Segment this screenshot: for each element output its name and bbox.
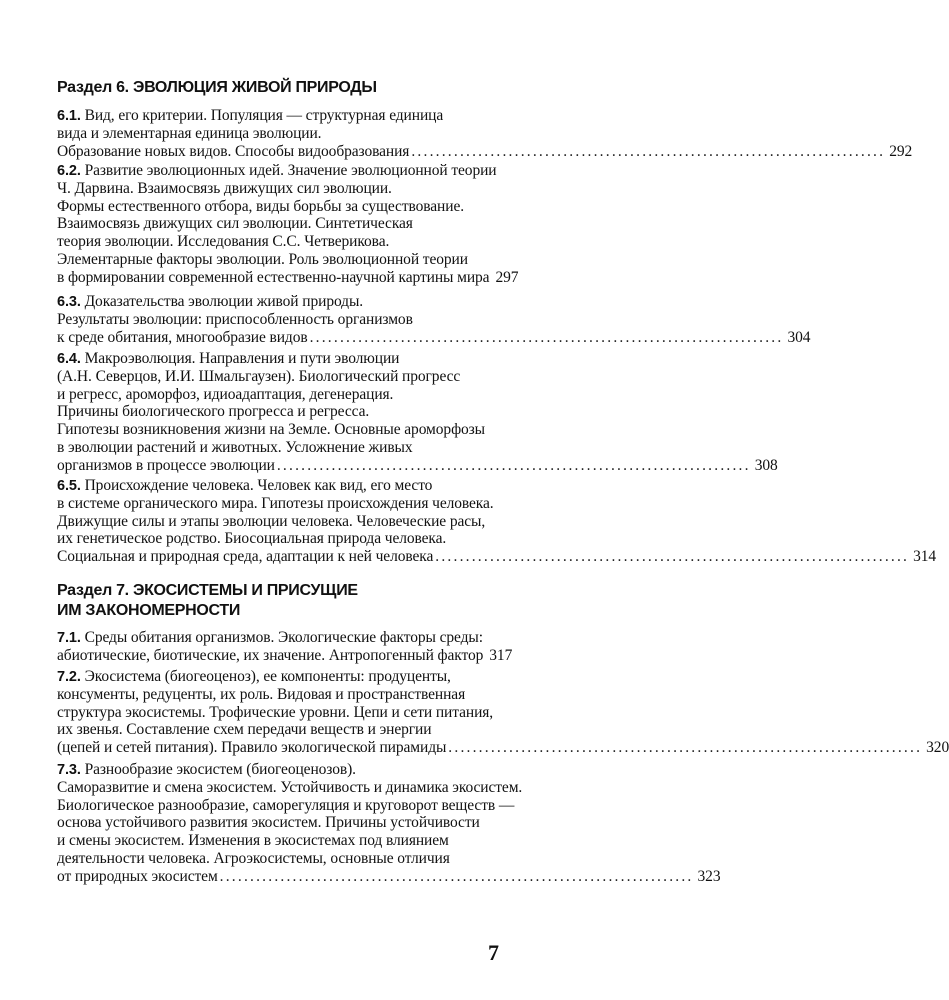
toc-entry-6-5 [57, 477, 937, 566]
page-ref: 292 [889, 142, 913, 160]
entry-line: Среды обитания организмов. Экологические факторы среды: [84, 629, 483, 646]
entry-line: Гипотезы возникновения жизни на Земле. Основные ароморфозы [57, 421, 485, 439]
leader-dots: .............................................................................. [309, 328, 784, 346]
toc-entry-6-1 [57, 107, 913, 160]
section-7-title-continued: ИМ ЗАКОНОМЕРНОСТИ [57, 602, 241, 619]
section-7-label: Раздел 7. [57, 582, 129, 599]
entry-line: (цепей и сетей питания). Правило экологической пирамиды [57, 739, 447, 757]
page-ref: 304 [787, 328, 811, 346]
page-ref: 297 [495, 268, 519, 286]
entry-line: в системе органического мира. Гипотезы происхождения человека. [57, 494, 494, 512]
entry-line: теория эволюции. Исследования С.С. Четверикова. [57, 233, 390, 251]
entry-line: основа устойчивого развития экосистем. Причины устойчивости [57, 814, 480, 832]
entry-line: и смены экосистем. Изменения в экосистемах под влиянием [57, 832, 449, 850]
page-ref: 317 [489, 646, 513, 664]
entry-line: их звенья. Составление схем передачи веществ и энергии [57, 721, 432, 739]
leader-dots: .............................................................................. [435, 548, 910, 566]
page-number: 7 [488, 940, 499, 965]
entry-line: абиотические, биотические, их значение. Антропогенный фактор [57, 646, 484, 664]
entry-line: Развитие эволюционных идей. Значение эволюционной теории [84, 162, 497, 179]
entry-line: Разнообразие экосистем (биогеоценозов). [84, 761, 356, 778]
entry-line: Экосистема (биогеоценоз), ее компоненты: продуценты, [84, 668, 451, 685]
section-6-title: ЭВОЛЮЦИЯ ЖИВОЙ ПРИРОДЫ [132, 79, 377, 96]
entry-line: Причины биологического прогресса и регресса. [57, 403, 370, 421]
entry-line: к среде обитания, многообразие видов [57, 328, 308, 346]
entry-line: Вид, его критерии. Популяция — структурная единица [84, 107, 444, 124]
entry-line: консументы, редуценты, их роль. Видовая и пространственная [57, 685, 466, 703]
entry-line: Макроэволюция. Направления и пути эволюции [84, 350, 400, 367]
section-6-label: Раздел 6. [57, 79, 129, 96]
entry-line: Движущие силы и этапы эволюции человека. Человеческие расы, [57, 512, 486, 530]
toc-entry-6-2 [57, 162, 519, 287]
entry-line: их генетическое родство. Биосоциальная природа человека. [57, 530, 447, 548]
entry-line: Саморазвитие и смена экосистем. Устойчивость и динамика экосистем. [57, 778, 523, 796]
page-ref: 314 [913, 548, 937, 566]
page-ref: 320 [926, 739, 949, 757]
page-ref: 323 [697, 867, 721, 885]
toc-entry-7-2 [57, 668, 949, 757]
entry-line: структура экосистемы. Трофические уровни. Цепи и сети питания, [57, 703, 494, 721]
entry-line: Взаимосвязь движущих сил эволюции. Синтетическая [57, 215, 413, 233]
toc-entry-6-4 [57, 350, 778, 475]
entry-line: Результаты эволюции: приспособленность организмов [57, 310, 413, 328]
entry-line: и регресс, ароморфоз, идиоадаптация, дегенерация. [57, 385, 394, 403]
entry-code: 6.1. [57, 108, 81, 124]
entry-line: Биологическое разнообразие, саморегуляция и круговорот веществ — [57, 796, 515, 814]
entry-code: 6.2. [57, 163, 81, 179]
entry-line: от природных экосистем [57, 867, 218, 885]
leader-dots: .............................................................................. [219, 867, 694, 885]
page-ref: 308 [754, 456, 778, 474]
entry-code: 7.2. [57, 669, 81, 685]
section-7-heading [57, 581, 358, 621]
leader-dots: .............................................................................. [411, 142, 886, 160]
toc-entry-7-1 [57, 629, 513, 665]
entry-line: организмов в процессе эволюции [57, 456, 275, 474]
entry-line: Образование новых видов. Способы видообразования [57, 142, 410, 160]
entry-code: 7.1. [57, 630, 81, 646]
entry-line: деятельности человека. Агроэкосистемы, основные отличия [57, 849, 450, 867]
toc-entry-6-3 [57, 293, 811, 346]
entry-code: 6.4. [57, 351, 81, 367]
entry-line: Доказательства эволюции живой природы. [84, 293, 364, 310]
entry-line: (А.Н. Северцов, И.И. Шмальгаузен). Биологический прогресс [57, 367, 461, 385]
entry-line: Формы естественного отбора, виды борьбы за существование. [57, 197, 465, 215]
entry-line: Элементарные факторы эволюции. Роль эволюционной теории [57, 250, 468, 268]
leader-dots: .............................................................................. [276, 456, 751, 474]
entry-line: Социальная и природная среда, адаптации к ней человека [57, 548, 434, 566]
entry-code: 7.3. [57, 762, 81, 778]
entry-line: Ч. Дарвина. Взаимосвязь движущих сил эволюции. [57, 179, 392, 197]
entry-line: Происхождение человека. Человек как вид, его место [84, 477, 433, 494]
leader-dots: .............................................................................. [448, 739, 923, 757]
entry-line: в формировании современной естественно-научной картины мира [57, 268, 490, 286]
toc-entry-7-3 [57, 761, 721, 886]
entry-code: 6.3. [57, 294, 81, 310]
entry-line: в эволюции растений и животных. Усложнение живых [57, 438, 413, 456]
section-7-title: ЭКОСИСТЕМЫ И ПРИСУЩИЕ [132, 582, 358, 599]
section-6-heading [57, 78, 377, 98]
entry-line: вида и элементарная единица эволюции. [57, 124, 322, 142]
entry-code: 6.5. [57, 478, 81, 494]
